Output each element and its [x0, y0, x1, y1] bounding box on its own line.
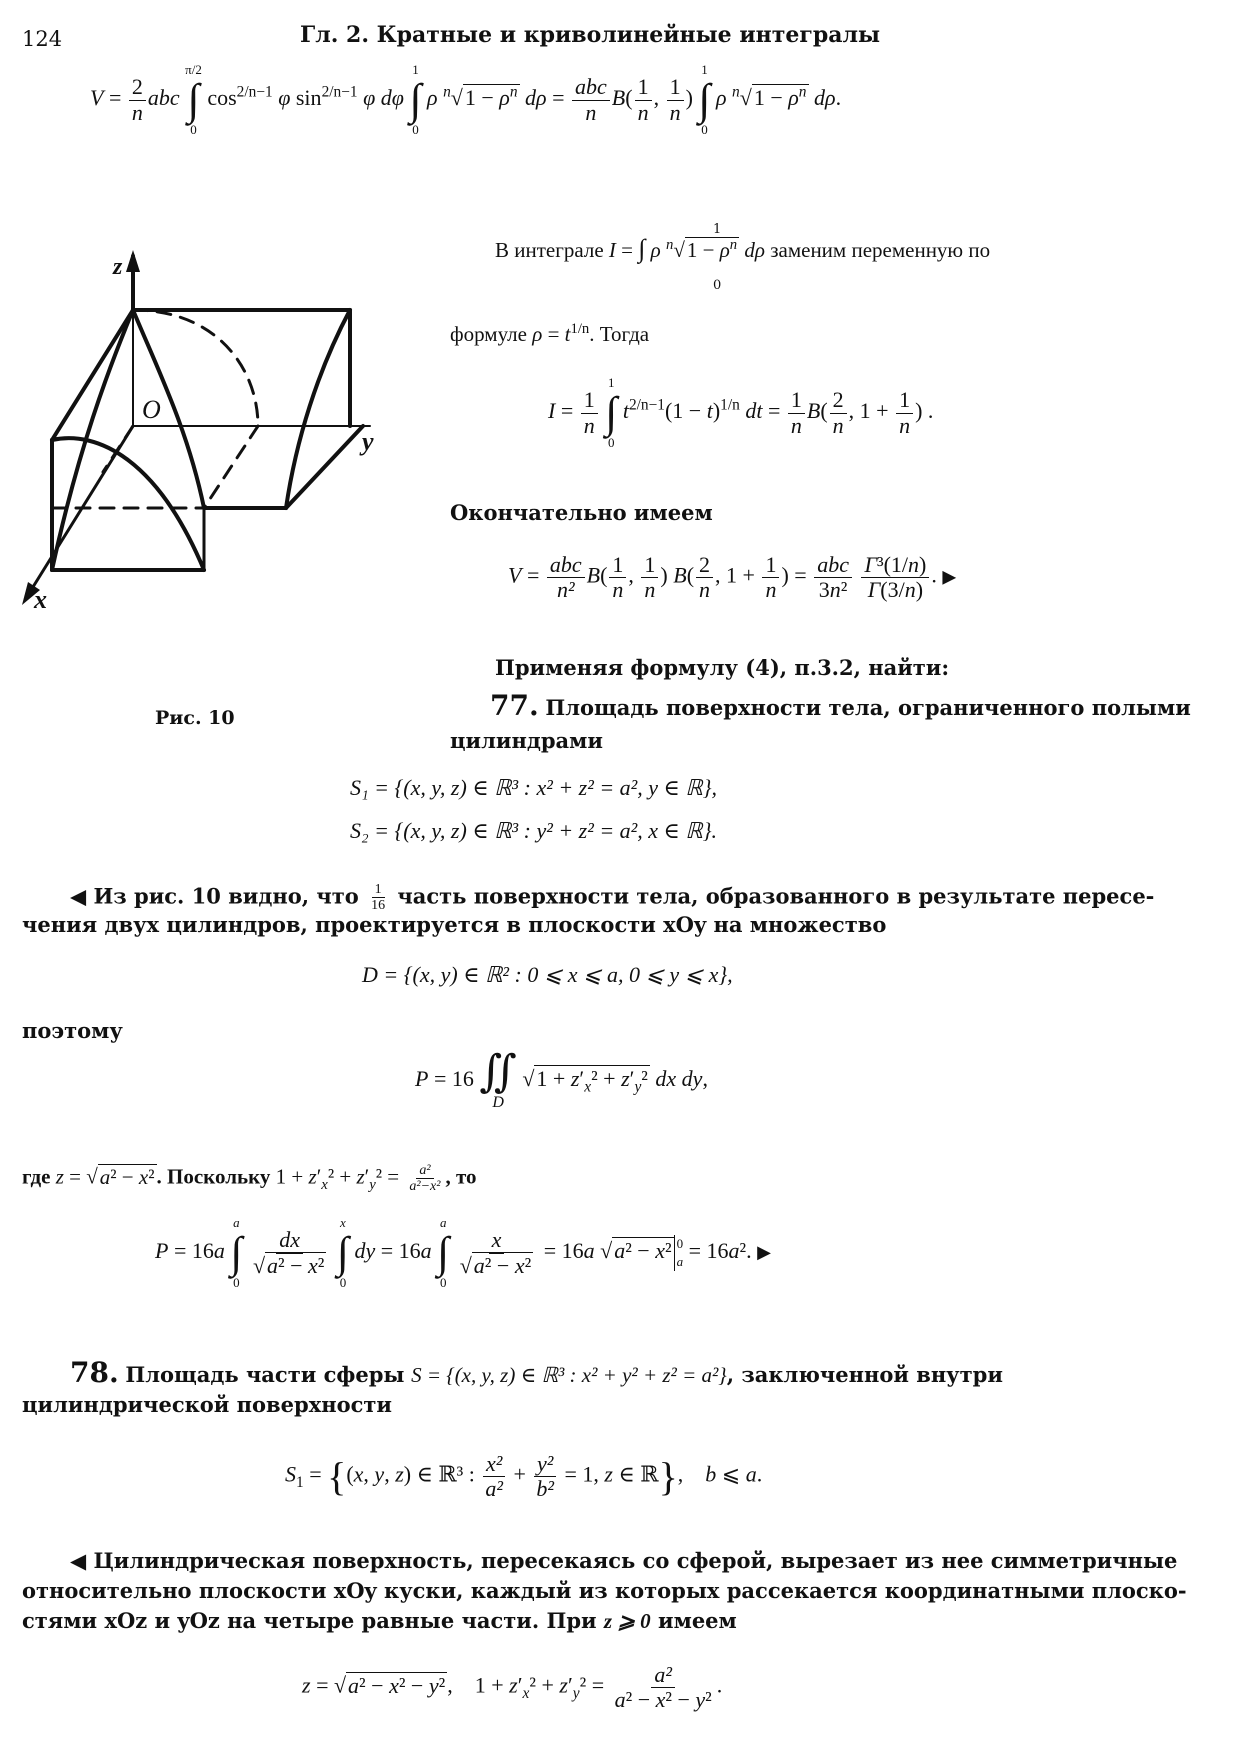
finally-text: Окончательно имеем: [450, 500, 713, 525]
problem-77-line2: цилиндрами: [450, 728, 603, 753]
problem-78-a: Площадь части сферы: [125, 1362, 405, 1387]
problem-78-line1: [70, 1356, 1003, 1389]
formula-sphere: S = {(x, y, z) ∈ ℝ³ : x² + y² + z² = a²}: [411, 1363, 727, 1387]
since-text: . Поскольку: [156, 1164, 271, 1189]
from-figure-line1: ◀ Из рис. 10 видно, что $\frac{1}{16}$ часть поверхности тела, образованного в результате пересе-: [70, 882, 1155, 914]
from-fig-b: часть поверхности тела, образованного в результате пересе-: [397, 883, 1155, 909]
formula-v-final: V = $\frac{\text{abc}}{\text{n²}}$ B( $\frac{1}{n}$ , $\frac{1}{n}$ ) B( $\frac{2}{n}$ , 1 + $\frac{1}{n}$ ) = $\frac{\text{abc}}{\text{3n²}}$ $\frac{\text{Γ³(1/n)}}{\Gamma(3/n)}$ . ▶: [508, 552, 957, 603]
by-formula-text: формуле: [450, 322, 527, 346]
cyl-line1: ◀ Цилиндрическая поверхность, пересекаясь со сферой, вырезает из нее симметричные: [70, 1548, 1178, 1573]
problem-77-number: 77.: [490, 689, 539, 722]
figure-10: [18, 250, 413, 680]
therefore-text: поэтому: [22, 1018, 123, 1043]
from-fig-a: ◀ Из рис. 10 видно, что: [70, 883, 359, 909]
apply-formula-text: Применяя формулу (4), п.3.2, найти:: [495, 655, 950, 680]
in-integral-line: В интеграле I = ∫ ρ $^n√1 - \rho^n$ dρ заменим переменную по: [495, 234, 991, 263]
formula-rho-line: формуле $\rho = t^{1/n}$. Тогда: [450, 321, 650, 346]
end-proof-icon: ▶: [942, 566, 957, 587]
page-number: 124: [22, 27, 63, 51]
formula-s1: S₁ = {(x, y, z) ∈ ℝ³ : x² + z² = a², y ∈ ℝ},: [350, 775, 718, 800]
from-figure-line2: чения двух цилиндров, проектируется в плоскости xOy на множество: [22, 912, 887, 937]
formula-ellip-cyl: $S_1 = \{(x$, y, z) ∈ ℝ³ : $\frac{\text{x²}}{\text{a²}}$ + $\frac{\text{y²}}{\text{b²}}$ = 1, z ∈ ℝ}, b ⩽ a.: [285, 1451, 763, 1502]
replace-var-text: заменим переменную по: [770, 238, 991, 262]
then-text: . Тогда: [589, 322, 650, 346]
problem-78-number: 78.: [70, 1356, 119, 1389]
problem-77-text: Площадь поверхности тела, ограниченного полыми: [545, 695, 1191, 720]
running-title: Гл. 2. Кратные и криволинейные интегралы: [300, 22, 881, 48]
problem-78-line2: цилиндрической поверхности: [22, 1392, 392, 1417]
cyl-line3: [22, 1608, 737, 1634]
formula-s2: S₂ = {(x, y, z) ∈ ℝ³ : y² + z² = a², x ∈ ℝ}.: [350, 818, 718, 843]
axis-label-y: y: [362, 427, 374, 456]
formula-p-integral: P = 16 ∬ D $√1 + z'_x^2 + z'_y^2$ dx dy,: [415, 1047, 708, 1111]
axis-label-z: z: [113, 254, 123, 280]
axis-label-x: x: [34, 585, 47, 614]
origin-label: O: [142, 395, 161, 424]
where-text: где: [22, 1164, 51, 1189]
in-integral-text: В интеграле: [495, 238, 604, 262]
formula-i-result: I = $\frac{1}{n}$ 1 ∫ 0 $t^{2/n-1}(1 - t)^{1/n}$ dt = $\frac{1}{n}$ B( $\frac{2}{n}$ , 1 + $\frac{1}{n}$ ) .: [548, 375, 934, 450]
z-axis-arrow: [126, 250, 140, 272]
problem-77-line1: [490, 689, 1191, 722]
where-line: где z = √a² − x². Поскольку $1 + z'_x^2 + z'_y^2$ = $\frac{\text{a²}}{\text{a²−x²}}$ , то: [22, 1163, 477, 1195]
formula-v-top: V = $\frac{2}{n}$ abc π/2 ∫ 0 $\cos^{2/n-1} \varphi$ $\sin^{2/n-1} \varphi$ dφ 1 ∫ 0 ρ $^n√1 - \rho^n$ dρ = $\frac{\text{abc}}{n}$ B( $\frac{1}{n}$ , $\frac{1}{n}$ ) 1 ∫ 0 ρ $^n√1 - \rho^n$ dρ.: [90, 62, 842, 137]
cyl-line3b: имеем: [658, 1608, 737, 1633]
end-proof-icon-2: ▶: [757, 1242, 771, 1263]
formula-z-nonneg: z ⩾ 0: [603, 1609, 651, 1633]
cyl-line3a: стями xOz и yOz на четыре равные части. При: [22, 1608, 597, 1633]
formula-z-sphere: z = √a² − x² − y², $1 + z'_x^2 + z'_y^2$ = $\frac{\text{a²}}{\text{a² − x² − y²}}$ .: [302, 1662, 723, 1713]
formula-d-set: D = {(x, y) ∈ ℝ² : 0 ⩽ x ⩽ a, 0 ⩽ y ⩽ x},: [362, 962, 733, 987]
then-comma-text: , то: [445, 1164, 477, 1189]
cyl-line2: относительно плоскости xOy куски, каждый из которых рассекается координатными плоско-: [22, 1578, 1187, 1603]
problem-78-b: , заключенной внутри: [726, 1362, 1003, 1387]
formula-p-result: P = 16a a ∫ 0 $\frac{dx}{\text{√a² − x²}}$ x ∫ 0 dy = 16a a ∫ 0 $\frac{x}{\text{√a² − x²}}$ = 16a √a² − x² 0 a = 16a². ▶: [155, 1215, 771, 1290]
figure-caption: Рис. 10: [155, 707, 235, 729]
